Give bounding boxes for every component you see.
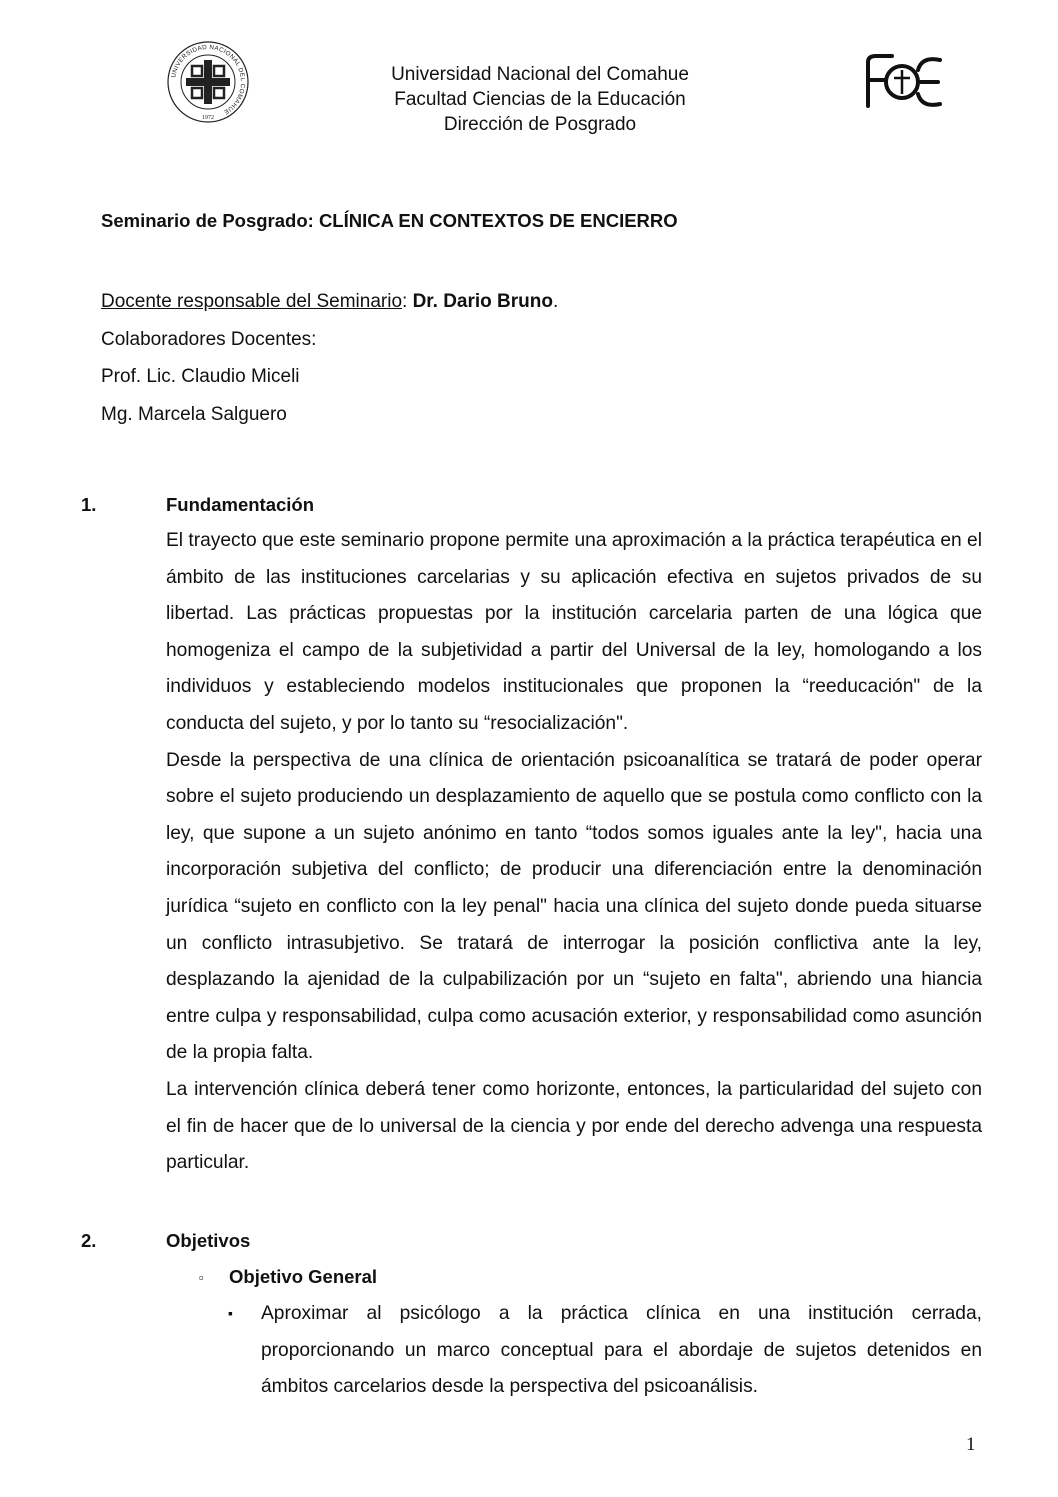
section-2-number: 2. bbox=[81, 1230, 97, 1251]
page-number: 1 bbox=[966, 1434, 976, 1455]
section-1-body bbox=[166, 523, 982, 1182]
seminar-title-prefix: Seminario de Posgrado: bbox=[101, 210, 314, 231]
objective-general-title: Objetivo General bbox=[229, 1266, 378, 1287]
responsible-name: Dr. Dario Bruno bbox=[412, 291, 553, 312]
university-name: Universidad Nacional del Comahue bbox=[391, 64, 689, 85]
fce-logo bbox=[862, 52, 946, 110]
staff-block bbox=[101, 283, 558, 433]
direction-name: Dirección de Posgrado bbox=[443, 114, 637, 135]
square-bullet-icon: ▪ bbox=[228, 1305, 233, 1321]
faculty-name: Facultad Ciencias de la Educación bbox=[394, 89, 686, 110]
collaborator-1: Prof. Lic. Claudio Miceli bbox=[101, 366, 300, 387]
responsible-line bbox=[101, 283, 558, 321]
responsible-sep: : bbox=[402, 291, 408, 312]
seal-text: UNIVERSIDAD NACIONAL DEL COMAHUE bbox=[170, 43, 247, 116]
responsible-label: Docente responsable del Seminario bbox=[101, 291, 403, 312]
collaborator-2: Mg. Marcela Salguero bbox=[101, 403, 287, 425]
university-seal bbox=[166, 40, 250, 124]
section-1-paragraph-3: La intervención clínica deberá tener como horizonte, entonces, la particularidad del sujeto con el fin de hacer que de lo universal de la ciencia y por ende del derecho advenga una respuesta particular. bbox=[166, 1078, 982, 1174]
section-1-title: Fundamentación bbox=[166, 494, 315, 515]
seal-year: 1972 bbox=[202, 115, 214, 121]
institution-header bbox=[300, 62, 780, 137]
collaborators-label: Colaboradores Docentes: bbox=[101, 328, 317, 350]
objective-general-paragraph: Aproximar al psicólogo a la práctica clínica en una institución cerrada, proporcionando un marco conceptual para el abordaje de sujetos detenidos en ámbitos carcelarios desde la perspectiva del psicoanálisis. bbox=[261, 1303, 982, 1398]
objective-general-text bbox=[261, 1296, 982, 1406]
hollow-bullet-icon: ▫ bbox=[199, 1270, 204, 1285]
section-1-number: 1. bbox=[81, 494, 97, 515]
section-1-paragraph-2: Desde la perspectiva de una clínica de orientación psicoanalítica se tratará de poder operar sobre el sujeto produciendo un desplazamiento de aquello que se postula como conflicto con la ley, que supone a un sujeto anónimo en tanto “todos somos iguales ante la ley", hacia una incorporación subjetiva del conflicto; de producir una diferenciación entre la denominación jurídica “sujeto en conflicto con la ley penal" hacia una clínica del sujeto donde pueda situarse un conflicto intrasubjetivo. Se tratará de interrogar la posición conflictiva ante la ley, desplazando la ajenidad de la culpabilización por un “sujeto en falta", abriendo una hiancia entre culpa y responsabilidad, culpa como acusación exterior, y responsabilidad como asunción de la propia falta. bbox=[166, 749, 982, 1064]
seminar-title bbox=[101, 210, 678, 232]
responsible-end: . bbox=[552, 291, 559, 312]
section-1-paragraph-1: El trayecto que este seminario propone permite una aproximación a la práctica terapéutica en el ámbito de las instituciones carcelarias y su aplicación efectiva en sujetos privados de su libertad. Las prácticas propuestas por la institución carcelaria parten de una lógica que homogeniza el campo de la subjetividad a partir del Universal de la ley, homologando a los individuos y estableciendo modelos institucionales que proponen la “reeducación" de la conducta del sujeto, y por lo tanto su “resocialización". bbox=[166, 530, 982, 734]
seminar-title-main: CLÍNICA EN CONTEXTOS DE ENCIERRO bbox=[318, 210, 678, 231]
section-2-title: Objetivos bbox=[166, 1230, 251, 1251]
